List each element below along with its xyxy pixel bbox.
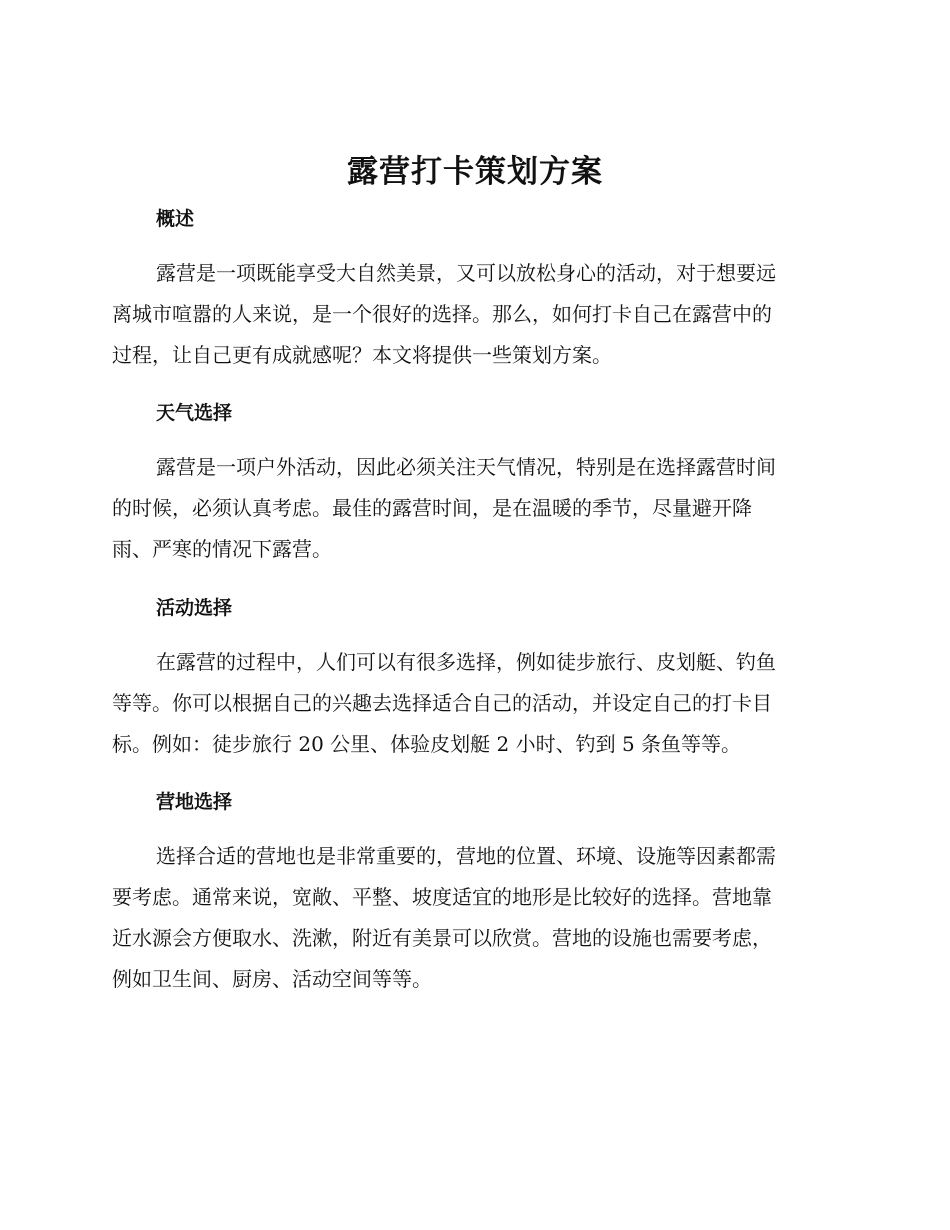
section-heading-activities: 活动选择 (156, 597, 233, 619)
section-paragraph-campsite (112, 836, 834, 1000)
section-paragraph-activities (112, 642, 834, 765)
section-heading-overview: 概述 (156, 208, 195, 230)
paragraph-line: 露营是一项户外活动，因此必须关注天气情况，特别是在选择露营时间 (156, 455, 776, 479)
paragraph-line: 的时候，必须认真考虑。最佳的露营时间，是在温暖的季节，尽量避开降 (112, 496, 752, 520)
paragraph-line: 近水源会方便取水、洗漱，附近有美景可以欣赏。营地的设施也需要考虑， (112, 926, 772, 950)
paragraph-line: 例如卫生间、厨房、活动空间等等。 (112, 967, 432, 991)
section-paragraph-overview (112, 253, 834, 376)
paragraph-line: 要考虑。通常来说，宽敞、平整、坡度适宜的地形是比较好的选择。营地靠 (112, 885, 772, 909)
document-title: 露营打卡策划方案 (347, 154, 603, 190)
section-heading-campsite: 营地选择 (156, 791, 233, 813)
paragraph-line: 雨、严寒的情况下露营。 (112, 537, 332, 561)
paragraph-line: 选择合适的营地也是非常重要的，营地的位置、环境、设施等因素都需 (156, 844, 776, 868)
paragraph-line: 过程，让自己更有成就感呢？本文将提供一些策划方案。 (112, 343, 612, 367)
paragraph-line: 标。例如：徒步旅行 20 公里、体验皮划艇 2 小时、钓到 5 条鱼等等。 (112, 732, 742, 756)
paragraph-line: 在露营的过程中，人们可以有很多选择，例如徒步旅行、皮划艇、钓鱼 (156, 650, 776, 674)
paragraph-line: 等等。你可以根据自己的兴趣去选择适合自己的活动，并设定自己的打卡目 (112, 691, 772, 715)
paragraph-line: 离城市喧嚣的人来说，是一个很好的选择。那么，如何打卡自己在露营中的 (112, 302, 772, 326)
paragraph-line: 露营是一项既能享受大自然美景，又可以放松身心的活动，对于想要远 (156, 261, 776, 285)
section-heading-weather: 天气选择 (156, 402, 233, 424)
section-paragraph-weather (112, 447, 834, 570)
